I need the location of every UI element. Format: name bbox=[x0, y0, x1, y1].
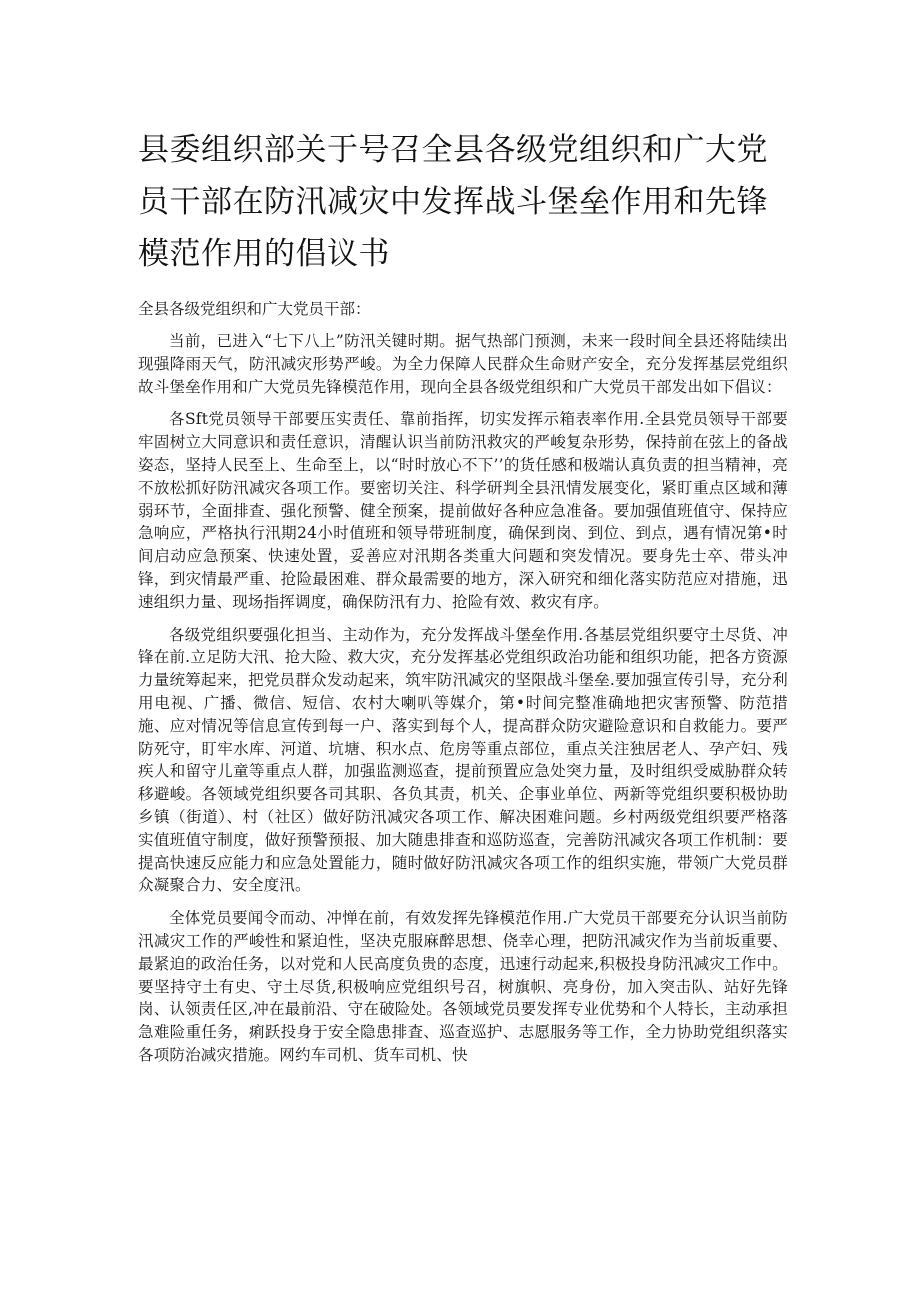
paragraph-leaders: 各Sft党员领导干部要压实责任、靠前指挥，切实发挥示箱表率作用.全县党员领导干部要牢固树立大同意识和责任意识，清醒认识当前防汛救灾的严峻复杂形势，保持前在弦上的备战姿态，坚持人民至上、生命至上，以“时时放心不下’’的货任感和极端认真负责的担当精神，亮不放松抓好防汛减灾各项工作。要密切关注、科学研判全县汛情发展变化，紧盯重点区域和薄弱环节，全面排查、强化预警、健全预案，提前做好各种应急准备。要加强值班值守、保持应急响应，严格执行汛期24小时值班和领导带班制度，确保到岗、到位、到点，遇有情况第•时间启动应急预案、快速处置，妥善应对汛期各类重大问题和突发情况。要身先士卒、带头冲锋，到灾情最严重、抢险最困难、群众最需要的地方，深入研究和细化落实防范应对措施，迅速组织力量、现场指挥调度，确保防汛有力、抢险有效、救灾有序。 bbox=[138, 410, 788, 611]
paragraph-party-members: 全体党员要闻令而动、冲惮在前，有效发挥先锋模范作用.广大党员干部要充分认识当前防汛减灾工作的严峻性和紧迫性，坚决克服麻醉思想、侥幸心理，把防汛减灾作为当前坂重要、最紧迫的政治任务，以对党和人民高度负贵的态度，迅速行动起来,积极投身防汛减灾工作中。要坚持守土有史、守土尽货,积极响应党组织号召，树旗帜、亮身份，加入突击队、站好先锋岗、认领责任区,冲在最前沿、守在破险处。各领域党员要发挥专业优势和个人特长，主动承担急难险重任务，痢跃投身于安全隐患排査、巡查巡护、志愿服务等工作，全力协助党组织落实各项防治减灾措施。网约车司机、货车司机、快 bbox=[138, 909, 788, 1064]
paragraph-party-organizations: 各级党组织要强化担当、主动作为，充分发挥战斗堡垒作用.各基层党组织要守土尽货、冲锋在前.立足防大汛、抢大险、救大灾，充分发挥基必党组织政治功能和组织功能，把各方资源力量统筹起来，把党员群众发动起来，筑牢防汛减灾的坚限战斗堡垒.要加强宣传引导，充分利用电视、广播、微信、短信、农村大喇叭等媒介，第•时间完整准确地把灾害预警、防范措施、应对情况等信息宣传到每一户、落实到每个人，提高群众防灾避险意识和自救能力。要严防死守，盯牢水库、河道、坑塘、积水点、危房等重点部位，重点关注独居老人、孕产妇、残疾人和留守儿童等重点人群，加强监测巡查，提前预置应急处突力量，及时组织受威胁群众转移避峻。各领域党组织要各司其职、各负其责，机关、企事业单位、两新等党组织要积极协助乡镇（街道）、村（社区）做好防汛减灾各项工作、解决困难问题。乡村两级党组织要严格落实值班值守制度，做好预警预报、加大随患排查和巡防巡查，完善防汛减灾各项工作机制：要提高快速反应能力和应急处置能力，随时做好防汛减灾各项工作的组织实施，带领广大党员群众凝聚合力、安全度汛。 bbox=[138, 625, 788, 895]
document-title: 县委组织部关于号召全县各级党组织和广大党员干部在防汛减灾中发挥战斗堡垒作用和先锋模范作用的倡议书 bbox=[138, 132, 768, 272]
salutation: 全县各级党组织和广大党员干部： bbox=[138, 300, 371, 318]
paragraph-intro: 当前，已进入“七下八上”防汛关键时期。据气热部门预测，未来一段时间全县还将陆续出现强降雨天气，防汛减灾形势严峻。为全力保障人民群众生命财产安全，充分发挥基层党组织故斗堡垒作用和广大党员先锋模范作用，现向全县各级党组织和广大党员干部发出如下倡议： bbox=[138, 332, 788, 396]
document-page bbox=[138, 124, 788, 1077]
